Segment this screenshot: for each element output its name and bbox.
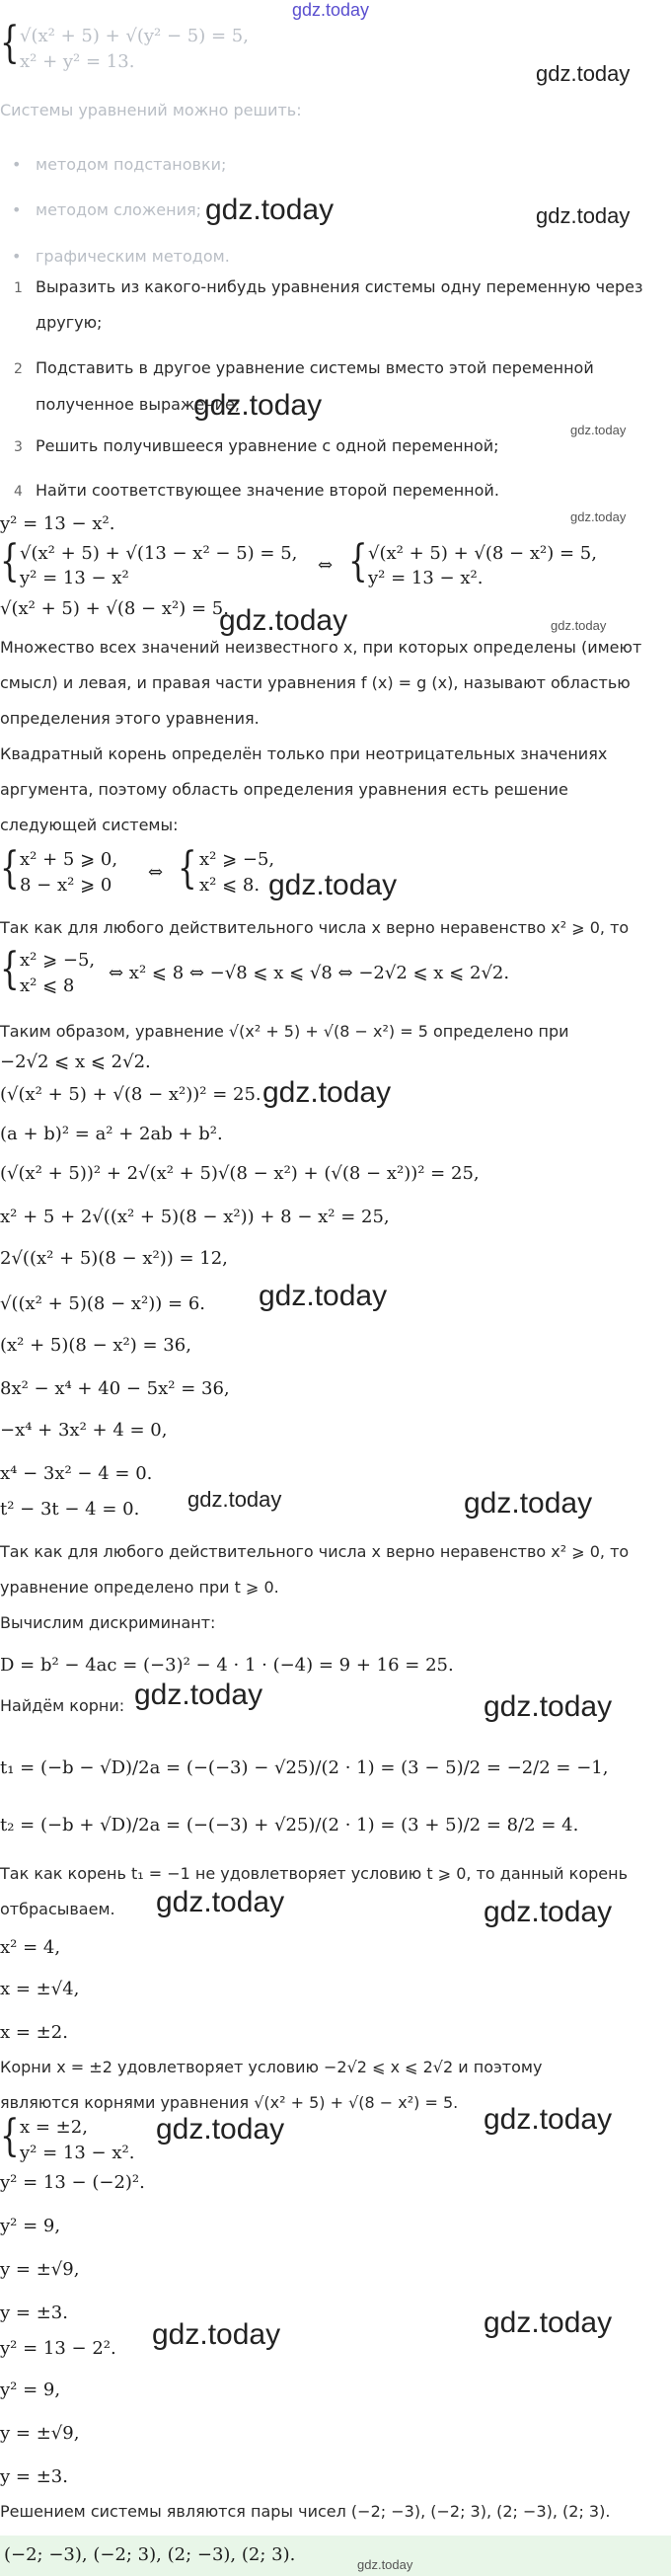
math-line: x² ⩽ 8. [199,875,261,896]
math-line: 8 − x² ⩾ 0 [20,875,112,896]
math-line: y² = 9, [0,2216,61,2236]
intro-text: Системы уравнений можно решить: [0,101,302,119]
system-brace: { [0,2111,20,2161]
paragraph-line: Таким образом, уравнение √(x² + 5) + √(8 − x²) = 5 определено при [0,1022,569,1041]
math-line: 2√((x² + 5)(8 − x²)) = 12, [0,1248,228,1269]
watermark: gdz.today [193,389,323,422]
watermark: gdz.today [484,2306,613,2339]
watermark: gdz.today [156,2113,285,2146]
math-line: √(x² + 5) + √(8 − x²) = 5, [368,543,597,564]
math-line: x² ⩾ −5, [20,950,96,971]
math-line: t² − 3t − 4 = 0. [0,1499,140,1520]
watermark: gdz.today [536,61,631,86]
math-line: y = ±√9, [0,2423,80,2444]
paragraph-line: смысл) и левая, и правая части уравнения f (x) = g (x), называют областью [0,673,631,692]
math-line: (√(x² + 5) + √(8 − x²))² = 25. [0,1084,261,1105]
watermark: gdz.today [134,1678,263,1711]
watermark: gdz.today [219,604,348,637]
step-number: 2 [14,361,23,377]
math-line: −2√2 ⩽ x ⩽ 2√2. [0,1052,151,1072]
watermark: gdz.today [262,1076,392,1109]
math-line: x² + 5 + 2√((x² + 5)(8 − x²)) + 8 − x² = 25, [0,1207,390,1227]
paragraph-line: Так как для любого действительного числа x верно неравенство x² ⩾ 0, то [0,918,630,937]
paragraph-line: следующей системы: [0,816,179,834]
math-line: t₁ = (−b − √D)/2a = (−(−3) − √25)/(2 · 1) = (3 − 5)/2 = −2/2 = −1, [0,1757,609,1778]
paragraph-line: отбрасываем. [0,1900,115,1918]
paragraph-line: Найдём корни: [0,1696,125,1715]
watermark: gdz.today [536,203,631,228]
system-brace: { [0,944,20,994]
watermark: gdz.today [259,1280,388,1312]
paragraph-line: Квадратный корень определён только при неотрицательных значениях [0,744,608,763]
method-bullet: • [12,247,22,266]
math-line: −x⁴ + 3x² + 4 = 0, [0,1420,168,1441]
method-item: методом сложения; [36,200,201,219]
paragraph-line: Вычислим дискриминант: [0,1613,216,1632]
math-line: ⇔ x² ⩽ 8 ⇔ −√8 ⩽ x ⩽ √8 ⇔ −2√2 ⩽ x ⩽ 2√2. [109,963,510,983]
math-line: (x² + 5)(8 − x²) = 36, [0,1335,191,1356]
method-bullet: • [12,155,22,174]
system-brace: { [348,536,368,586]
math-line: x² ⩾ −5, [199,849,275,870]
answer-text: (−2; −3), (−2; 3), (2; −3), (2; 3). [4,2544,296,2565]
paragraph-line: Корни x = ±2 удовлетворяет условию −2√2 ⩽ x ⩽ 2√2 и поэтому [0,2058,543,2076]
step-number: 3 [14,439,23,455]
watermark: gdz.today [152,2318,281,2351]
step-text: другую; [36,313,103,332]
watermark: gdz.today [484,1690,613,1723]
system-brace: { [0,18,20,68]
math-line: y² = 13 − x² [20,568,129,588]
method-bullet: • [12,200,22,219]
math-line: y² = 13 − x². [20,2143,135,2163]
system-brace: { [0,536,20,586]
system-equation-2: x² + y² = 13. [20,51,135,72]
watermark: gdz.today [484,1896,613,1928]
math-line: √(x² + 5) + √(13 − x² − 5) = 5, [20,543,298,564]
equivalence-arrow: ⇔ [148,862,164,883]
math-line: x = ±2, [20,2117,88,2138]
watermark: gdz.today [205,194,335,226]
step-text: Выразить из какого-нибудь уравнения системы одну переменную через [36,277,643,296]
step-number: 4 [14,484,23,500]
step-text: Подставить в другое уравнение системы вместо этой переменной [36,358,594,377]
math-line: x⁴ − 3x² − 4 = 0. [0,1463,153,1484]
math-line: t₂ = (−b + √D)/2a = (−(−3) + √25)/(2 · 1) = (3 + 5)/2 = 8/2 = 4. [0,1815,579,1835]
step-number: 1 [14,280,23,296]
paragraph-line: определения этого уравнения. [0,709,260,728]
math-line: x = ±2. [0,2022,68,2043]
paragraph-line: Так как корень t₁ = −1 не удовлетворяет условию t ⩾ 0, то данный корень [0,1864,629,1883]
math-line: x² + 5 ⩾ 0, [20,849,118,870]
system-brace: { [178,843,197,894]
paragraph-line: Решением системы являются пары чисел (−2; −3), (−2; 3), (2; −3), (2; 3). [0,2502,611,2521]
system-brace: { [0,843,20,894]
watermark: gdz.today [570,509,627,524]
step-text: полученное выражение; [36,395,241,414]
math-line: x² ⩽ 8 [20,976,75,996]
math-line: y = ±√9, [0,2259,80,2280]
header-site-link[interactable]: gdz.today [292,0,370,20]
math-line: y² = 13 − x². [0,513,115,534]
step-text: Найти соответствующее значение второй переменной. [36,481,499,500]
math-line: √((x² + 5)(8 − x²)) = 6. [0,1293,205,1314]
paragraph-line: уравнение определено при t ⩾ 0. [0,1578,279,1597]
equivalence-arrow: ⇔ [318,555,334,576]
watermark: gdz.today [357,2557,413,2572]
step-text: Решить получившееся уравнение с одной переменной; [36,436,499,455]
system-equation-1: √(x² + 5) + √(y² − 5) = 5, [20,26,249,46]
math-line: √(x² + 5) + √(8 − x²) = 5. [0,598,229,619]
math-line: x = ±√4, [0,1979,80,1999]
math-line: y = ±3. [0,2466,68,2487]
method-item: методом подстановки; [36,155,227,174]
paragraph-line: аргумента, поэтому область определения уравнения есть решение [0,780,568,799]
math-line: D = b² − 4ac = (−3)² − 4 · 1 · (−4) = 9 + 16 = 25. [0,1655,454,1676]
watermark: gdz.today [464,1487,593,1520]
watermark: gdz.today [484,2103,613,2136]
math-line: (a + b)² = a² + 2ab + b². [0,1124,223,1144]
math-line: y = ±3. [0,2303,68,2323]
paragraph-line: Так как для любого действительного числа x верно неравенство x² ⩾ 0, то [0,1542,630,1561]
math-line: y² = 13 − (−2)². [0,2172,145,2193]
watermark: gdz.today [551,618,607,633]
method-item: графическим методом. [36,247,230,266]
watermark: gdz.today [268,869,398,901]
watermark: gdz.today [570,423,627,437]
paragraph-line: являются корнями уравнения √(x² + 5) + √(8 − x²) = 5. [0,2093,459,2112]
math-line: (√(x² + 5))² + 2√(x² + 5)√(8 − x²) + (√(8 − x²))² = 25, [0,1163,480,1184]
math-line: y² = 13 − 2². [0,2338,116,2359]
math-line: y² = 9, [0,2380,61,2400]
watermark: gdz.today [156,1886,285,1918]
math-line: y² = 13 − x². [368,568,484,588]
paragraph-line: Множество всех значений неизвестного x, при которых определены (имеют [0,638,642,657]
watermark: gdz.today [187,1487,282,1512]
math-line: 8x² − x⁴ + 40 − 5x² = 36, [0,1378,230,1399]
math-line: x² = 4, [0,1937,61,1958]
